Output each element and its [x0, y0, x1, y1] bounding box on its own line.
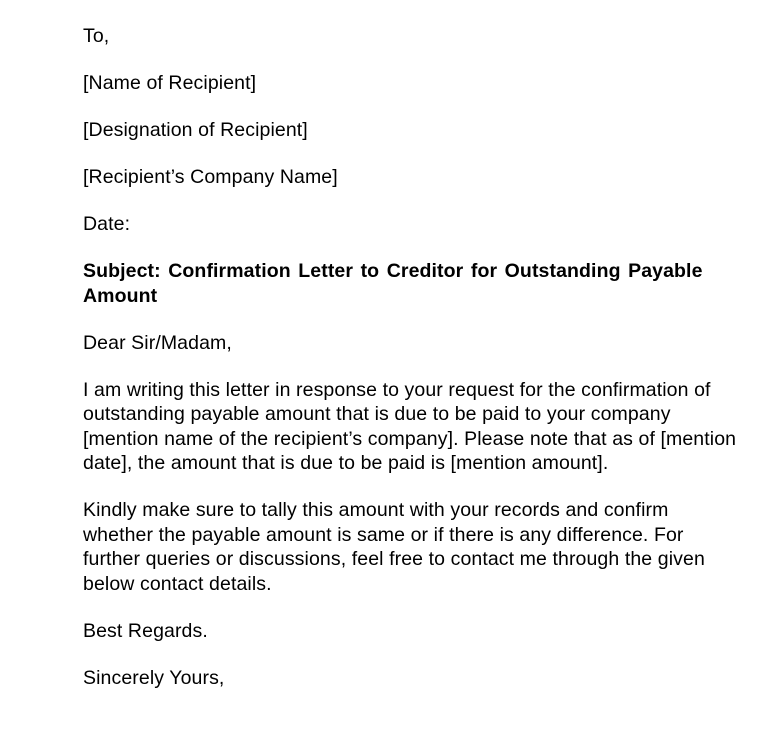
body-paragraph-1: I am writing this letter in response to your request for the confirmation of outstanding payable amount that is due to be paid to your company [mention name of the recipient’s company]. Please note that as of [mention date], the amount that is due to be paid is [mention amount]. — [83, 378, 737, 474]
date-line: Date: — [83, 213, 131, 235]
recipient-company: [Recipient’s Company Name] — [83, 166, 338, 188]
subject-line: Subject: Confirmation Letter to Creditor for Outstanding Payable Amount — [83, 260, 703, 307]
to-line: To, — [83, 25, 110, 47]
letter-body — [83, 24, 743, 713]
recipient-name: [Name of Recipient] — [83, 72, 257, 94]
body-paragraph-2: Kindly make sure to tally this amount with your records and confirm whether the payable amount is same or if there is any difference. For further queries or discussions, feel free to contact me through the given below contact details. — [83, 499, 705, 595]
signoff-line: Sincerely Yours, — [83, 666, 225, 689]
closing-line: Best Regards. — [83, 619, 208, 642]
recipient-designation: [Designation of Recipient] — [83, 119, 308, 141]
greeting: Dear Sir/Madam, — [83, 331, 232, 354]
